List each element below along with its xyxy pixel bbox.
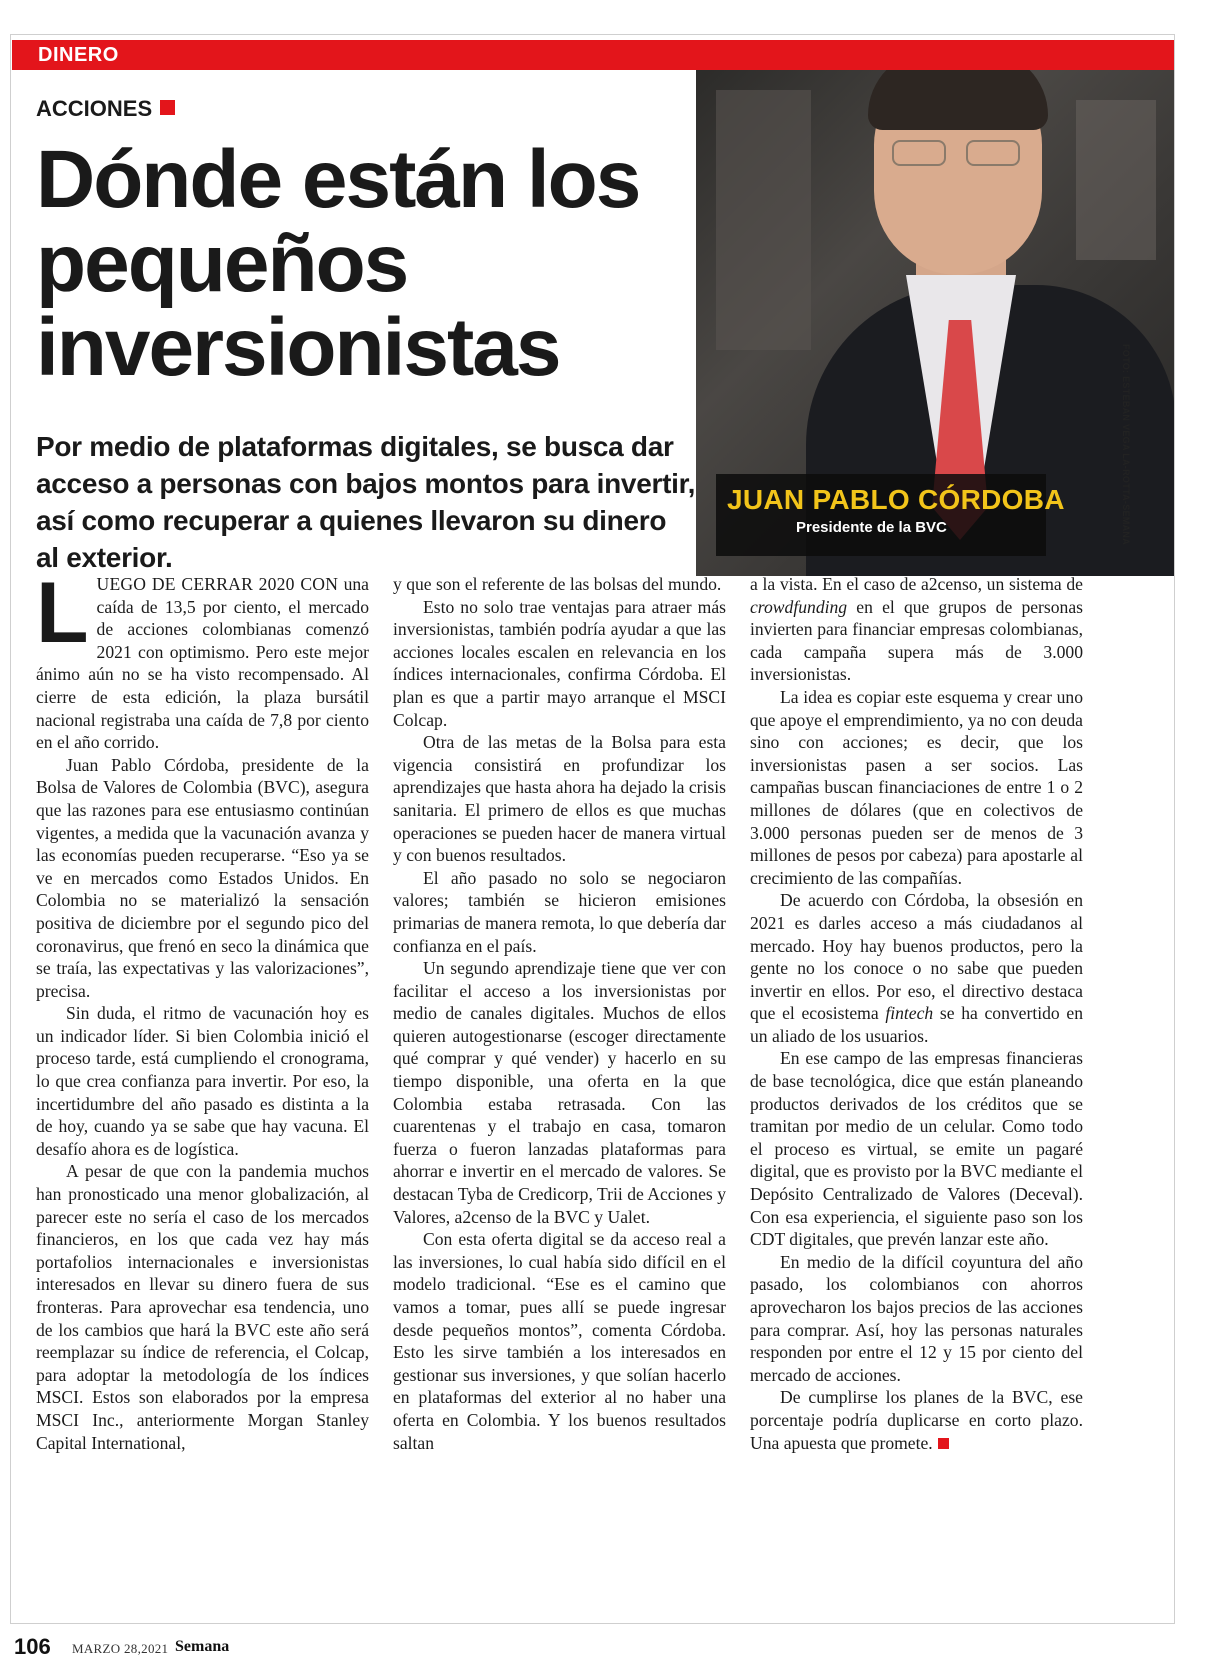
drop-cap: L (36, 565, 89, 661)
paragraph (750, 573, 1083, 686)
kicker (36, 96, 175, 122)
article-body (36, 565, 1084, 1513)
paragraph: El año pasado no solo se negociaron valores; también se hicieron emisiones primarias de manera remota, lo que debería dar confianza en el país. (393, 867, 726, 956)
italic-term: fintech (885, 1003, 934, 1024)
italic-term: crowdfunding (750, 596, 848, 617)
lead-caps: UEGO DE CERRAR 2020 CON (96, 574, 339, 594)
paragraph (750, 1386, 1083, 1454)
headline: Dónde están los pequeños inversionistas (36, 134, 640, 393)
glasses-icon (892, 140, 1022, 166)
issue-date: MARZO 28,2021 (72, 1641, 169, 1656)
background-panel (716, 90, 811, 350)
section-label: DINERO (38, 44, 119, 66)
section-band (12, 40, 1174, 70)
paragraph: A pesar de que con la pandemia muchos han pronosticado una menor globalización, al parecer este no sería el caso de los mercados financieros, en los que cada vez hay más portafolios internacionales e inversionistas interesados en llevar su dinero fuera de sus fronteras. Para aprovechar esa tendencia, uno de los cambios que hará la BVC este año será reemplazar su índice de referencia, el Colcap, para adoptar la metodología de los índices MSCI. Estos son elaborados por la empresa MSCI Inc., anteriormente Morgan Stanley Capital International, (36, 1161, 369, 1453)
paragraph: La idea es copiar este esquema y crear uno que apoye el emprendimiento, ya no con deuda sino con acciones; es decir, que los inversionistas pasen a ser socios. Las campañas buscan financiaciones de entre 1 o 2 millones de dólares (que en colectivos de 3.000 personas pueden ser de menos de 3 millones de pesos por cabeza) para apostarle al crecimiento de las compañías. (750, 686, 1083, 888)
kicker-text: ACCIONES (36, 96, 153, 121)
end-mark-icon (938, 1438, 949, 1449)
paragraph: y que son el referente de las bolsas del mundo. (393, 574, 722, 594)
paragraph: Esto no solo trae ventajas para atraer más inversionistas, también podría ayudar a que las acciones locales escalen en relevancia en los índices internacionales, confirma Córdoba. El plan es que a partir mayo arranque el MSCI Colcap. (393, 596, 726, 730)
column-2 (393, 573, 726, 1454)
dek: Por medio de plataformas digitales, se busca dar acceso a personas con bajos montos para invertir, así como recuperar a quienes llevaron su dinero al exterior. (36, 431, 696, 573)
paragraph-text: en el que grupos de personas invierten para financiar empresas colombianas, cada campaña supera más de 3.000 inversionistas. (750, 596, 1083, 685)
paragraph-text: se ha convertido en un aliado de los usuarios. (750, 1003, 1083, 1046)
photo-caption-name: JUAN PABLO CÓRDOBA (727, 484, 1065, 515)
hair-shape (868, 70, 1048, 130)
paragraph-text: De cumplirse los planes de la BVC, ese porcentaje podría duplicarse en corto plazo. Una apuesta que promete. (750, 1387, 1083, 1453)
paragraph: Sin duda, el ritmo de vacunación hoy es un indicador líder. Si bien Colombia inició el proceso tarde, está cumpliendo el cronograma, lo que crea confianza para invertir. Por eso, la incertidumbre del año pasado es distinta a la de hoy, cuando ya se sabe que hay vacuna. El desafío ahora es de logística. (36, 1003, 369, 1159)
page-number: 106 (14, 1634, 51, 1659)
paragraph: Con esta oferta digital se da acceso real a las inversiones, lo cual había sido difícil en el modelo tradicional. “Ese es el camino que vamos a tomar, pues allí se puede ingresar desde pequeños montos”, comenta Córdoba. Esto les sirve también a los interesados en gestionar sus inversiones, y que solían hacerlo en plataformas del exterior al no haber una oferta en Colombia. Y los buenos resultados saltan (393, 1229, 726, 1453)
paragraph-text: a la vista. En el caso de a2censo, un sistema de (750, 574, 1083, 594)
paragraph (36, 565, 369, 754)
magazine-name: Semana (175, 1638, 230, 1655)
paragraph: Otra de las metas de la Bolsa para esta vigencia consistirá en profundizar los aprendizajes que hasta ahora ha dejado la crisis sanitaria. El primero de ellos es que muchas operaciones se pueden hacer de manera virtual y con buenos resultados. (393, 732, 726, 866)
paragraph (750, 889, 1083, 1047)
background-panel (1076, 100, 1156, 260)
paragraph: Juan Pablo Córdoba, presidente de la Bolsa de Valores de Colombia (BVC), asegura que las razones para ese entusiasmo continúan vigentes, a medida que la vacunación avanza y las economías pueden recuperarse. “Eso ya se ve en mercados como Estados Unidos. En Colombia no se materializó la sensación positiva de diciembre por el segundo pico del coronavirus, que frenó en seco la dinámica que se traía, las expectativas y las valorizaciones”, precisa. (36, 754, 369, 1001)
paragraph-text: una caída de 13,5 por ciento, el mercado de acciones colombianas comenzó 2021 con optimismo. Pero este mejor ánimo aún no se ha visto recompensado. Al cierre de esta edición, la plaza bursátil nacional registraba una caída de 7,8 por ciento en el año corrido. (36, 574, 369, 753)
paragraph: En ese campo de las empresas financieras de base tecnológica, dice que están planeando productos derivados de los créditos que se tramitan por medio de un celular. Como todo el proceso es virtual, se emite un pagaré digital, que es provisto por la BVC mediante el Depósito Centralizado de Valores (Deceval). Con esa experiencia, el siguiente paso son los CDT digitales, que prevén lanzar este año. (750, 1048, 1083, 1250)
photo-caption-role: Presidente de la BVC (796, 519, 947, 536)
paragraph: Un segundo aprendizaje tiene que ver con facilitar el acceso a los inversionistas por medio de canales digitales. Muchos de ellos quieren autogestionarse (escoger directamente qué comprar y qué vender) y hacerlo en su tiempo disponible, una oferta en la que Colombia estaba retrasada. Con las cuarentenas y el trabajo en casa, tomaron fuerza o fueron lanzadas plataformas para ahorrar e invertir en el mercado de valores. Se destacan Tyba de Credicorp, Trii de Acciones y Valores, a2censo de la BVC y Ualet. (393, 958, 726, 1227)
photo-credit: FOTO: ESTEBAN VEGA LA-ROTTA-SEMANA (1121, 344, 1131, 546)
paragraph-text: De acuerdo con Córdoba, la obsesión en 2021 es darles acceso a más ciudadanos al mercado. Hoy hay buenos productos, pero la gente no los conoce o no sabe que pueden invertir en ellos. Por eso, el directivo destaca que el ecosistema (750, 890, 1083, 1024)
column-1 (36, 565, 369, 1454)
red-square-icon (160, 100, 175, 115)
paragraph: En medio de la difícil coyuntura del año pasado, los colombianos con ahorros aprovecharon los bajos precios de las acciones para comprar. Así, hoy las personas naturales responden por entre el 12 y 15 por ciento del mercado de acciones. (750, 1251, 1083, 1385)
column-3 (750, 573, 1083, 1454)
